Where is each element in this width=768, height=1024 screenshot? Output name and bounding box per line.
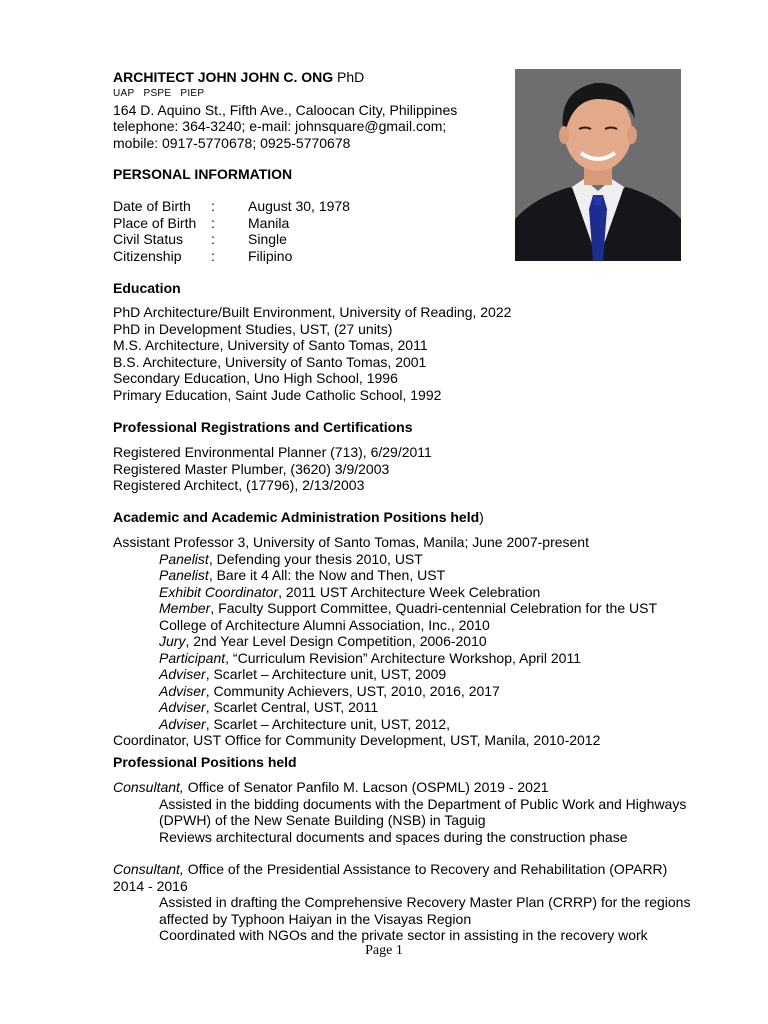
academic-role [113, 600, 657, 617]
position-org: Office of Senator Panfilo M. Lacson (OSPML) 2019 - 2021 [183, 779, 549, 795]
position-detail: Assisted in drafting the Comprehensive Recovery Master Plan (CRRP) for the regions [159, 894, 691, 910]
academic-coordinator: Coordinator, UST Office for Community Development, UST, Manila, 2010-2012 [113, 732, 601, 748]
role-title: Jury [159, 633, 186, 649]
field-label: Date of Birth [113, 198, 191, 214]
telephone-email: telephone: 364-3240; e-mail: johnsquare@gmail.com; [113, 118, 447, 134]
academic-role [113, 666, 657, 683]
role-title: Panelist [159, 550, 209, 567]
position-role: Consultant, [113, 779, 184, 795]
professional-entry [113, 861, 690, 944]
personal-info-row [113, 215, 350, 232]
portrait-illustration [515, 69, 681, 261]
education-heading: Education [113, 280, 181, 296]
personal-info-row [113, 248, 350, 265]
position-role: Consultant, [113, 861, 184, 877]
position-org: Office of the Presidential Assistance to Recovery and Rehabilitation (OPARR) [183, 861, 668, 877]
field-separator: : [211, 247, 215, 264]
role-title: Adviser [159, 682, 206, 699]
role-detail: , Scarlet – Architecture unit, UST, 2012, [205, 715, 451, 732]
field-value: August 30, 1978 [248, 198, 350, 214]
field-label: Citizenship [113, 247, 182, 264]
academic-heading [113, 509, 484, 526]
field-separator: : [211, 214, 215, 231]
position-line [113, 861, 690, 878]
academic-role [113, 650, 657, 667]
role-title: Exhibit Coordinator [159, 583, 279, 600]
professional-heading: Professional Positions held [113, 754, 297, 770]
education-item: B.S. Architecture, University of Santo Tomas, 2001 [113, 353, 427, 370]
academic-role [113, 567, 657, 584]
role-detail: , Community Achievers, UST, 2010, 2016, 2017 [205, 682, 500, 699]
position-dates: 2014 - 2016 [113, 877, 188, 894]
academic-role [113, 617, 657, 634]
position-line [113, 779, 686, 796]
professional-entry [113, 779, 686, 845]
academic-role [113, 699, 657, 716]
education-list [113, 304, 511, 403]
academic-role [113, 683, 657, 700]
name-suffix: PhD [333, 69, 365, 85]
role-detail: , Scarlet – Architecture unit, UST, 2009 [205, 666, 447, 682]
academic-role [113, 716, 657, 733]
mobile: mobile: 0917-5770678; 0925-5770678 [113, 134, 351, 151]
page-number: Page 1 [365, 943, 403, 958]
academic-heading-tail: ) [479, 509, 484, 525]
position-detail: Reviews architectural documents and spaces during the construction phase [159, 828, 628, 845]
personal-info-row [113, 231, 350, 248]
contact-info [113, 102, 503, 152]
education-item: Primary Education, Saint Jude Catholic School, 1992 [113, 386, 442, 403]
address: 164 D. Aquino St., Fifth Ave., Caloocan City, Philippines [113, 101, 458, 118]
education-item: PhD Architecture/Built Environment, University of Reading, 2022 [113, 304, 512, 320]
field-value: Single [248, 231, 287, 247]
credential: PSPE [143, 87, 172, 99]
registration-item: Registered Environmental Planner (713), 6/29/2011 [113, 444, 432, 460]
registration-item: Registered Master Plumber, (3620) 3/9/2003 [113, 460, 390, 477]
role-title: Adviser [159, 666, 206, 682]
role-detail: , “Curriculum Revision” Architecture Workshop, April 2011 [225, 649, 581, 666]
personal-info-heading: PERSONAL INFORMATION [113, 166, 293, 182]
field-value: Filipino [248, 247, 293, 264]
role-detail: , Bare it 4 All: the Now and Then, UST [208, 567, 446, 583]
profile-photo [515, 69, 681, 261]
education-item: Secondary Education, Uno High School, 1996 [113, 370, 398, 386]
field-label: Civil Status [113, 231, 184, 247]
role-detail: , Scarlet Central, UST, 2011 [205, 699, 379, 715]
registrations-heading: Professional Registrations and Certifications [113, 419, 413, 435]
academic-positions [113, 534, 657, 749]
resume-header [113, 69, 503, 151]
role-detail: , Faculty Support Committee, Quadri-centennial Celebration for the UST [210, 600, 658, 616]
education-item: M.S. Architecture, University of Santo Tomas, 2011 [113, 337, 428, 353]
position-detail: Assisted in the bidding documents with the Department of Public Work and Highways [159, 795, 687, 812]
role-detail: , Defending your thesis 2010, UST [208, 550, 423, 567]
role-detail: , 2nd Year Level Design Competition, 2006-2010 [185, 633, 487, 649]
credentials [113, 88, 503, 100]
name-text: ARCHITECT JOHN JOHN C. ONG [113, 69, 334, 85]
academic-heading-text: Academic and Academic Administration Positions held [113, 509, 480, 525]
personal-info-table [113, 198, 350, 264]
credential: PIEP [180, 87, 205, 99]
position-detail: affected by Typhoon Haiyan in the Visayas Region [159, 910, 472, 927]
academic-role [113, 551, 657, 568]
registration-item: Registered Architect, (17796), 2/13/2003 [113, 477, 365, 493]
role-detail: , 2011 UST Architecture Week Celebration [278, 583, 541, 600]
personal-info-row [113, 198, 350, 215]
role-title: Adviser [159, 699, 206, 715]
position-detail: (DPWH) of the New Senate Building (NSB) in Taguig [159, 812, 486, 828]
role-detail: College of Architecture Alumni Association, Inc., 2010 [159, 616, 490, 633]
credential: UAP [113, 87, 135, 99]
field-separator: : [211, 198, 215, 214]
academic-role [113, 633, 657, 650]
role-title: Member [159, 600, 211, 616]
role-title: Panelist [159, 567, 209, 583]
academic-main-position: Assistant Professor 3, University of Santo Tomas, Manila; June 2007-present [113, 534, 589, 550]
field-separator: : [211, 231, 215, 247]
education-item: PhD in Development Studies, UST, (27 units) [113, 320, 393, 337]
field-value: Manila [248, 214, 290, 231]
applicant-name [113, 69, 503, 86]
role-title: Adviser [159, 715, 206, 732]
position-detail: Coordinated with NGOs and the private sector in assisting in the recovery work [159, 927, 648, 943]
registrations-list [113, 444, 432, 494]
role-title: Participant [159, 649, 226, 666]
academic-role [113, 584, 657, 601]
field-label: Place of Birth [113, 214, 197, 231]
